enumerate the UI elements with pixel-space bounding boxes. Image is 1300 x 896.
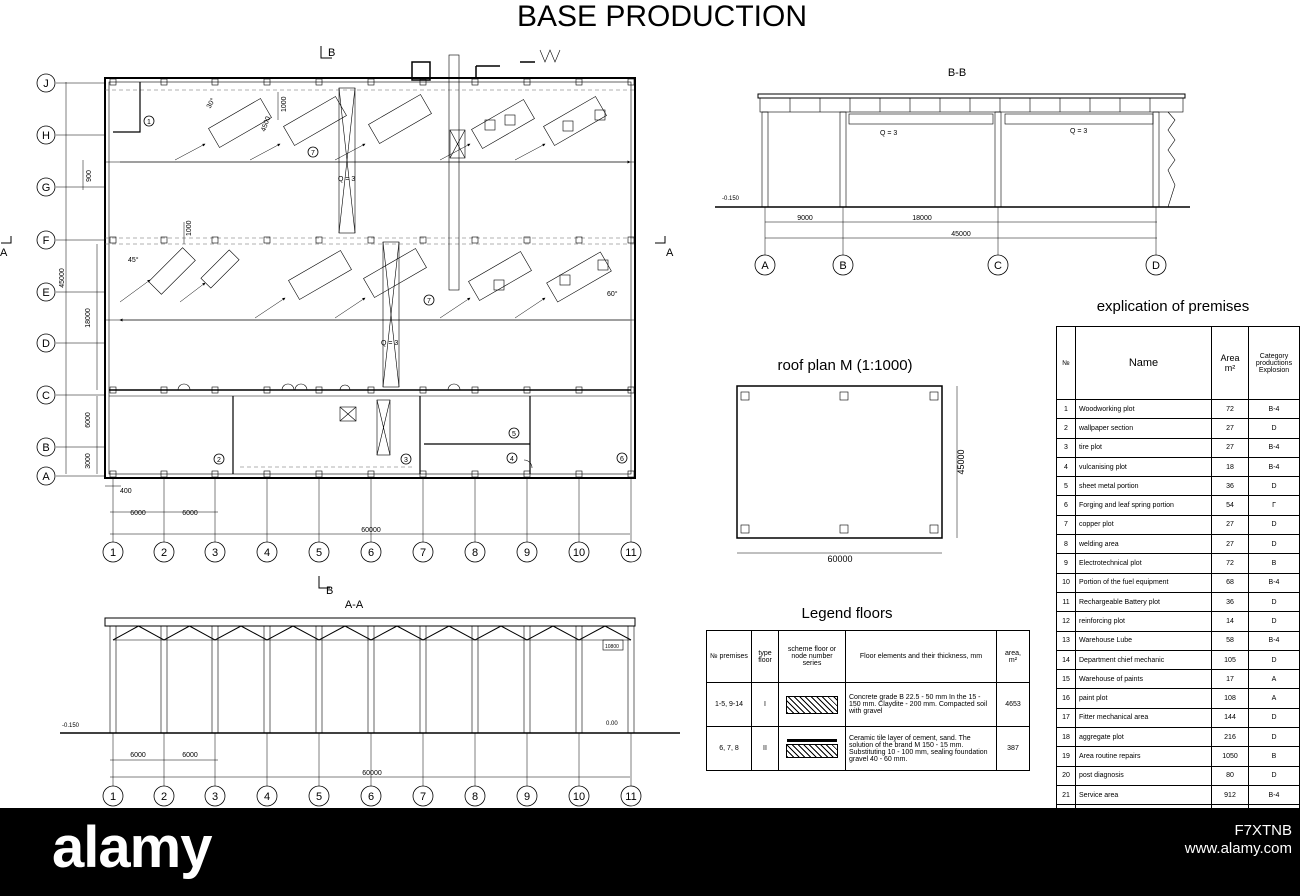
level-mark: -0.150 — [722, 196, 740, 202]
column-axis-bubble — [257, 542, 277, 562]
angle-label: 45° — [128, 257, 139, 264]
row-axis-bubble — [1146, 255, 1166, 275]
column-axis-bubble — [154, 542, 174, 562]
dimension-label: 18000 — [85, 308, 92, 328]
dimension-label: 18000 — [912, 215, 932, 222]
svg-text:10: 10 — [572, 791, 586, 803]
header-category: Category productions Explosion — [1249, 327, 1300, 400]
explication-table — [1056, 326, 1300, 825]
column-axis-bubble — [413, 786, 433, 806]
crane-capacity-label: Q = 3 — [338, 176, 356, 183]
svg-text:11: 11 — [625, 547, 637, 559]
table-row: 16 paint plot 108 A — [1057, 689, 1300, 708]
roof-plan-title: roof plan M (1:1000) — [777, 357, 913, 374]
header-elements: Floor elements and their thickness, mm — [846, 631, 997, 683]
column-axis-bubble — [621, 542, 641, 562]
column-axis-bubble — [361, 542, 381, 562]
floor-scheme-icon — [779, 683, 846, 727]
table-row: 12 reinforcing plot 14 D — [1057, 612, 1300, 631]
room-number: 5 — [512, 431, 516, 438]
table-row: 10 Portion of the fuel equipment 68 B-4 — [1057, 573, 1300, 592]
section-b-b — [715, 67, 1190, 275]
section-mark: A — [0, 247, 8, 259]
table-row: 7 copper plot 27 D — [1057, 515, 1300, 534]
column-axis-bubble — [569, 542, 589, 562]
column-axis-bubble — [154, 786, 174, 806]
column-axis-bubble — [103, 542, 123, 562]
svg-text:A: A — [42, 471, 50, 483]
row-axis-bubble — [37, 126, 55, 144]
row-axis-bubble — [37, 231, 55, 249]
table-row: 9 Electrotechnical plot 72 B — [1057, 554, 1300, 573]
row-axis-bubble — [988, 255, 1008, 275]
dimension-label: 45000 — [956, 449, 966, 475]
row-axis-bubble — [37, 467, 55, 485]
table-row: 15 Warehouse of paints 17 A — [1057, 670, 1300, 689]
dimension-label: 60000 — [362, 770, 382, 777]
column-axis-bubble — [465, 786, 485, 806]
header-name: Name — [1076, 327, 1212, 400]
svg-text:C: C — [994, 260, 1002, 272]
crane-capacity-label: Q = 3 — [381, 340, 399, 347]
row-axis-bubble — [37, 334, 55, 352]
level-mark: -0.150 — [62, 723, 80, 729]
dimension-label: 45000 — [59, 268, 66, 288]
dimension-label: 60000 — [361, 527, 381, 534]
row-axis-bubble — [37, 74, 55, 92]
section-mark: B — [326, 585, 334, 597]
svg-text:4: 4 — [263, 547, 271, 559]
table-row: 3 tire plot 27 B-4 — [1057, 438, 1300, 457]
table-row: 13 Warehouse Lube 58 B-4 — [1057, 631, 1300, 650]
room-number: 7 — [427, 298, 431, 305]
svg-text:D: D — [42, 338, 50, 350]
explication-title: explication of premises — [1096, 298, 1250, 315]
column-axis-bubble — [517, 542, 537, 562]
row-axis-bubble — [833, 255, 853, 275]
row-axis-bubble — [37, 283, 55, 301]
table-row: 6 Forging and leaf spring portion 54 Г — [1057, 496, 1300, 515]
dimension-label: 9000 — [797, 215, 813, 222]
column-axis-bubble — [465, 542, 485, 562]
angle-label: 30° — [205, 97, 218, 110]
column-axis-bubble — [621, 786, 641, 806]
dimension-label: 1000 — [186, 220, 193, 236]
row-axis-bubble — [37, 178, 55, 196]
svg-text:10: 10 — [572, 547, 586, 559]
room-number: 2 — [217, 457, 221, 464]
column-axis-bubble — [361, 786, 381, 806]
table-row: 4 vulcanising plot 18 B-4 — [1057, 457, 1300, 476]
drawing-title: BASE PRODUCTION — [516, 0, 808, 33]
room-number: 4 — [510, 456, 514, 463]
svg-text:5: 5 — [315, 547, 323, 559]
column-axis-bubble — [103, 786, 123, 806]
legend-title: Legend floors — [801, 605, 893, 622]
alamy-logo: alamy — [52, 815, 212, 880]
svg-text:E: E — [42, 287, 50, 299]
svg-text:6: 6 — [367, 547, 375, 559]
column-axis-bubble — [309, 542, 329, 562]
table-row: 21 Service area 912 B-4 — [1057, 785, 1300, 804]
row-axis-bubble — [755, 255, 775, 275]
svg-text:6: 6 — [367, 791, 375, 803]
header-area: area, m² — [997, 631, 1030, 683]
section-title: A-A — [344, 599, 364, 611]
floor-scheme-icon — [779, 727, 846, 771]
svg-text:B: B — [42, 442, 50, 454]
svg-text:7: 7 — [419, 547, 427, 559]
section-mark: B — [328, 47, 336, 59]
dimension-label: 1000 — [281, 96, 288, 112]
svg-text:7: 7 — [419, 791, 427, 803]
table-row: 18 aggregate plot 216 D — [1057, 728, 1300, 747]
table-row: 1 Woodworking plot 72 B-4 — [1057, 400, 1300, 419]
crane-capacity-label: Q = 3 — [1070, 128, 1088, 135]
column-axis-bubble — [257, 786, 277, 806]
level-mark: 10800 — [605, 644, 619, 650]
header-no: № — [1057, 327, 1076, 400]
row-axis-bubble — [37, 438, 55, 456]
dimension-label: 45000 — [951, 231, 971, 238]
svg-text:11: 11 — [625, 791, 637, 803]
dimension-label: 6000 — [182, 510, 198, 517]
column-axis-bubble — [517, 786, 537, 806]
section-mark: A — [666, 247, 674, 259]
svg-text:9: 9 — [523, 791, 531, 803]
column-axis-bubble — [569, 786, 589, 806]
svg-text:2: 2 — [160, 791, 168, 803]
column-axis-bubble — [309, 786, 329, 806]
svg-text:F: F — [42, 235, 50, 247]
header-type: type floor — [752, 631, 779, 683]
dimension-label: 6000 — [182, 752, 198, 759]
row-axis-bubble — [37, 386, 55, 404]
image-reference — [1185, 822, 1292, 858]
room-number: 7 — [311, 150, 315, 157]
svg-text:2: 2 — [160, 547, 168, 559]
dimension-label: 3000 — [85, 453, 92, 469]
svg-text:4: 4 — [263, 791, 271, 803]
svg-text:H: H — [42, 130, 50, 142]
table-row: 11 Rechargeable Battery plot 36 D — [1057, 592, 1300, 611]
svg-text:8: 8 — [471, 547, 479, 559]
table-row: 14 Department chief mechanic 105 D — [1057, 650, 1300, 669]
legend-floors-table — [706, 630, 1030, 771]
svg-text:9: 9 — [523, 547, 531, 559]
image-id: F7XTNB — [1234, 822, 1292, 839]
roof-plan — [737, 357, 966, 564]
svg-text:3: 3 — [211, 547, 219, 559]
svg-text:1: 1 — [109, 547, 117, 559]
dimension-label: 400 — [120, 488, 132, 495]
dimension-label: 4500 — [260, 115, 273, 133]
table-row: 6, 7, 8 II Ceramic tile layer of cement, sand. The solution of the brand M 150 - 15 mm. Substituting 10 - 100 mm, sealing foundation gravel 40 - 60 mm. 387 — [707, 727, 1030, 771]
header-premises: № premises — [707, 631, 752, 683]
room-number: 3 — [404, 457, 408, 464]
section-title: B-B — [947, 67, 967, 79]
crane-capacity-label: Q = 3 — [880, 130, 898, 137]
svg-text:8: 8 — [471, 791, 479, 803]
svg-text:5: 5 — [315, 791, 323, 803]
header-area: Area m² — [1212, 327, 1249, 400]
dimension-label: 900 — [86, 170, 93, 182]
table-row: 8 welding area 27 D — [1057, 535, 1300, 554]
dimension-label: 6000 — [130, 752, 146, 759]
watermark-footer — [0, 808, 1300, 896]
table-row: 2 wallpaper section 27 D — [1057, 419, 1300, 438]
table-row: 20 post diagnosis 80 D — [1057, 766, 1300, 785]
table-row: 17 Fitter mechanical area 144 D — [1057, 708, 1300, 727]
svg-text:A: A — [761, 260, 769, 272]
floor-plan — [0, 46, 674, 562]
column-axis-bubble — [413, 542, 433, 562]
dimension-label: 6000 — [130, 510, 146, 517]
angle-label: 60° — [607, 291, 618, 298]
svg-text:G: G — [41, 182, 51, 194]
svg-text:C: C — [42, 390, 50, 402]
level-mark: 0.00 — [606, 721, 618, 727]
table-row: 5 sheet metal portion 36 D — [1057, 477, 1300, 496]
svg-text:B: B — [839, 260, 847, 272]
room-number: 6 — [620, 456, 624, 463]
site-url: www.alamy.com — [1184, 840, 1292, 857]
svg-text:J: J — [43, 78, 49, 90]
dimension-label: 6000 — [85, 412, 92, 428]
svg-text:1: 1 — [109, 791, 117, 803]
header-scheme: scheme floor or node number series — [779, 631, 846, 683]
table-row: 19 Area routine repairs 1050 B — [1057, 747, 1300, 766]
table-row: 1-5, 9-14 I Concrete grade B 22.5 - 50 mm In the 15 - 150 mm. Claydite - 200 mm. Compacted soil with gravel 4653 — [707, 683, 1030, 727]
dimension-label: 60000 — [827, 554, 853, 564]
column-axis-bubble — [205, 542, 225, 562]
svg-text:D: D — [1152, 260, 1160, 272]
section-a-a — [60, 576, 680, 806]
column-axis-bubble — [205, 786, 225, 806]
svg-text:3: 3 — [211, 791, 219, 803]
room-number: 1 — [147, 119, 151, 126]
